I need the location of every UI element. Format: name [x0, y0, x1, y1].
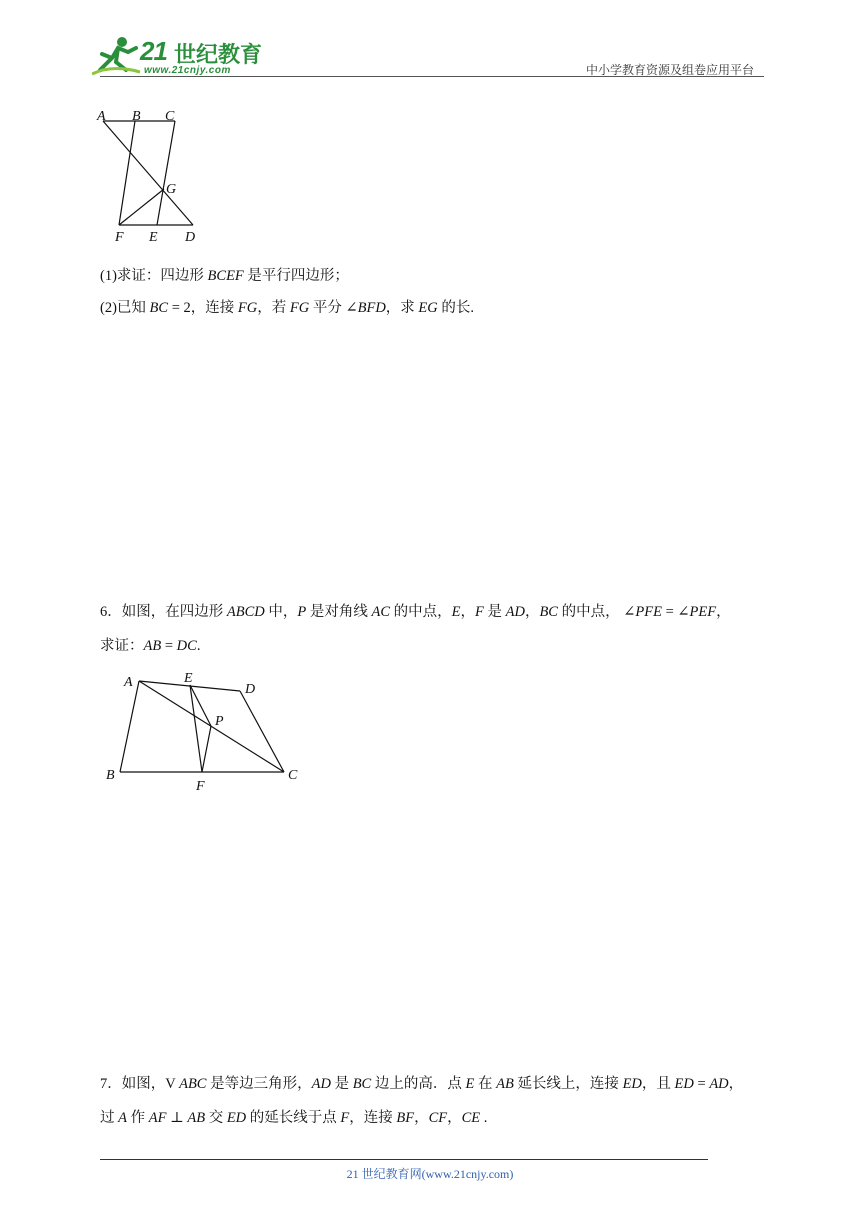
q6-line2: 求证：AB = DC.: [100, 638, 201, 654]
segment-fp: [202, 726, 211, 772]
label-g: G: [166, 182, 177, 197]
footer-divider: [100, 1159, 708, 1160]
logo-url: www.21cnjy.com: [144, 65, 231, 76]
site-logo[interactable]: [92, 34, 262, 80]
segment-dc: [240, 691, 284, 772]
label-f: F: [115, 230, 124, 244]
label-a: A: [124, 675, 133, 690]
logo-text: 世纪教育: [174, 43, 263, 68]
label-b: B: [132, 109, 141, 124]
footer-link[interactable]: 21 世纪教育网(www.21cnjy.com): [346, 1167, 514, 1181]
q7-line1: 7．如图，V ABC 是等边三角形，AD 是 BC 边上的高．点 E 在 AB 延长线上，连接 ED，且 ED = AD，: [100, 1076, 744, 1092]
q7-line2: 过 A 作 AF ⊥ AB 交 ED 的延长线于点 F，连接 BF，CF，CE .: [100, 1110, 488, 1126]
figure-2-quadrilateral: [100, 664, 310, 794]
segment-ef: [190, 685, 202, 772]
label-f: F: [196, 779, 205, 794]
segment-ce: [157, 121, 175, 225]
label-c: C: [288, 768, 298, 783]
segment-ab: [120, 681, 139, 772]
label-c: C: [165, 109, 175, 124]
label-p: P: [215, 714, 224, 729]
segment-fg: [119, 189, 164, 225]
header-platform-text: 中小学教育资源及组卷应用平台: [585, 63, 754, 77]
runner-icon: [92, 34, 142, 78]
figure-1-parallelogram: [95, 104, 215, 244]
q5-part1: (1)求证：四边形 BCEF 是平行四边形；: [100, 268, 349, 284]
label-b: B: [106, 768, 115, 783]
label-d: D: [185, 230, 196, 244]
label-e: E: [149, 230, 158, 244]
segment-ad: [103, 121, 193, 225]
q6-line1: 6．如图，在四边形 ABCD 中，P 是对角线 AC 的中点，E，F 是 AD，BC 的中点， ∠PFE = ∠PEF，: [100, 604, 731, 620]
q5-part2: (2)已知 BC = 2，连接 FG，若 FG 平分 ∠BFD，求 EG 的长.: [100, 300, 475, 316]
segment-bf: [119, 121, 135, 225]
label-d: D: [245, 682, 256, 697]
logo-number: 21: [140, 36, 167, 66]
label-e: E: [184, 671, 193, 686]
header-divider: [100, 76, 764, 77]
label-a: A: [97, 109, 106, 124]
